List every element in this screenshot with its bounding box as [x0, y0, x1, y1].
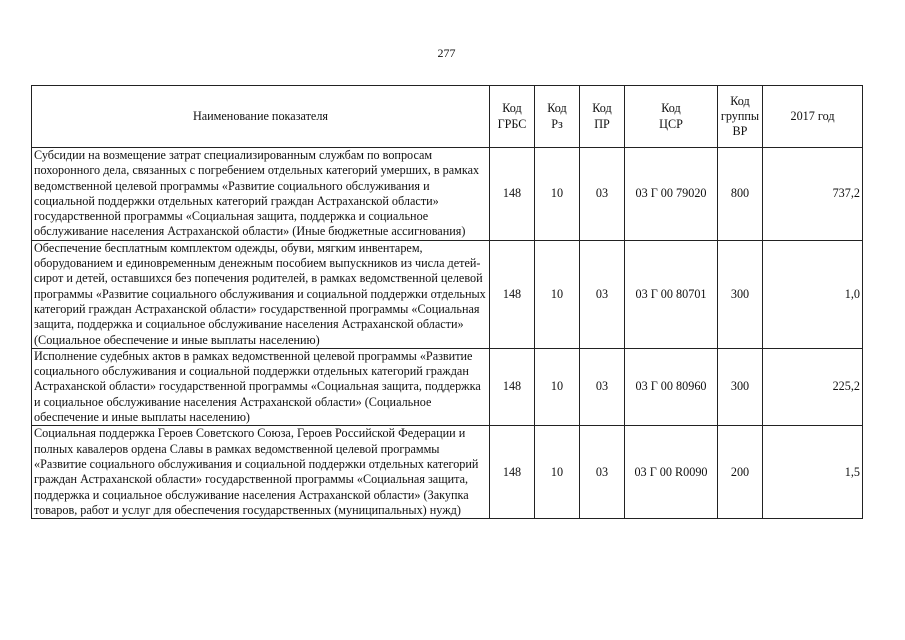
row-grbs: 148 — [490, 148, 535, 241]
header-csr-line-2: ЦСР — [659, 116, 683, 131]
header-vr — [718, 86, 763, 148]
row-pr: 03 — [580, 348, 625, 425]
row-amount: 225,2 — [763, 348, 863, 425]
row-csr: 03 Г 00 80701 — [625, 240, 718, 348]
row-vr: 200 — [718, 426, 763, 519]
budget-table — [31, 85, 863, 519]
row-amount: 1,5 — [763, 426, 863, 519]
table-header-row — [32, 86, 863, 148]
header-name — [32, 86, 490, 148]
header-year-label: 2017 год — [790, 108, 835, 123]
header-name-label: Наименование показателя — [192, 108, 329, 123]
header-pr — [580, 86, 625, 148]
row-name: Субсидии на возмещение затрат специализированным службам по вопросам похоронного дела, связанных с погребением отдельных категорий умерших, в рамках ведомственной целевой программы «Развитие социального обслуживания и социальной поддержки отдельных категорий граждан Астраханской области» государственной программы «Социальная защита, поддержка и социальное обслуживание населения Астраханской области» (Иные бюджетные ассигнования) — [32, 148, 490, 241]
row-amount: 1,0 — [763, 240, 863, 348]
table-row — [32, 426, 863, 519]
row-rz: 10 — [535, 148, 580, 241]
row-vr: 800 — [718, 148, 763, 241]
row-vr: 300 — [718, 348, 763, 425]
header-vr-line-3: ВР — [732, 124, 748, 139]
header-pr-line-2: ПР — [594, 116, 610, 131]
header-year — [763, 86, 863, 148]
row-rz: 10 — [535, 426, 580, 519]
row-pr: 03 — [580, 148, 625, 241]
header-grbs-line-1: Код — [502, 101, 522, 116]
row-csr: 03 Г 00 80960 — [625, 348, 718, 425]
header-csr-line-1: Код — [661, 101, 681, 116]
header-vr-line-2: группы — [720, 108, 760, 123]
row-rz: 10 — [535, 348, 580, 425]
row-grbs: 148 — [490, 348, 535, 425]
header-rz-line-2: Рз — [551, 116, 563, 131]
row-csr: 03 Г 00 R0090 — [625, 426, 718, 519]
row-grbs: 148 — [490, 426, 535, 519]
header-csr — [625, 86, 718, 148]
page-number: 277 — [437, 46, 456, 60]
header-pr-line-1: Код — [592, 101, 612, 116]
row-rz: 10 — [535, 240, 580, 348]
header-vr-line-1: Код — [730, 93, 750, 108]
row-name: Исполнение судебных актов в рамках ведомственной целевой программы «Развитие социального обслуживания и социальной поддержки отдельных категорий граждан Астраханской области» государственной программы «Социальная защита, поддержка и социальное обслуживание населения Астраханской области» (Социальное обеспечение и иные выплаты населению) — [32, 348, 490, 425]
header-grbs — [490, 86, 535, 148]
row-name: Обеспечение бесплатным комплектом одежды, обуви, мягким инвентарем, оборудованием и единовременным денежным пособием выпускников из числа детей-сирот и детей, оставшихся без попечения родителей, в рамках ведомственной целевой программы «Развитие социального обслуживания и социальной поддержки отдельных категорий граждан Астраханской области» государственной программы «Социальная защита, поддержка и социальное обслуживание населения Астраханской области» (Социальное обеспечение и иные выплаты населению) — [32, 240, 490, 348]
table-row — [32, 148, 863, 241]
table-row — [32, 348, 863, 425]
row-pr: 03 — [580, 240, 625, 348]
row-grbs: 148 — [490, 240, 535, 348]
row-pr: 03 — [580, 426, 625, 519]
row-amount: 737,2 — [763, 148, 863, 241]
row-name: Социальная поддержка Героев Советского Союза, Героев Российской Федерации и полных кавалеров ордена Славы в рамках ведомственной целевой программы «Развитие социального обслуживания и социальной поддержки отдельных категорий граждан Астраханской области» государственной программы «Социальная защита, поддержка и социальное обслуживание населения Астраханской области» (Закупка товаров, работ и услуг для обеспечения государственных (муниципальных) нужд) — [32, 426, 490, 519]
header-rz — [535, 86, 580, 148]
header-rz-line-1: Код — [547, 101, 567, 116]
table-row — [32, 240, 863, 348]
row-vr: 300 — [718, 240, 763, 348]
header-grbs-line-2: ГРБС — [497, 116, 527, 131]
row-csr: 03 Г 00 79020 — [625, 148, 718, 241]
